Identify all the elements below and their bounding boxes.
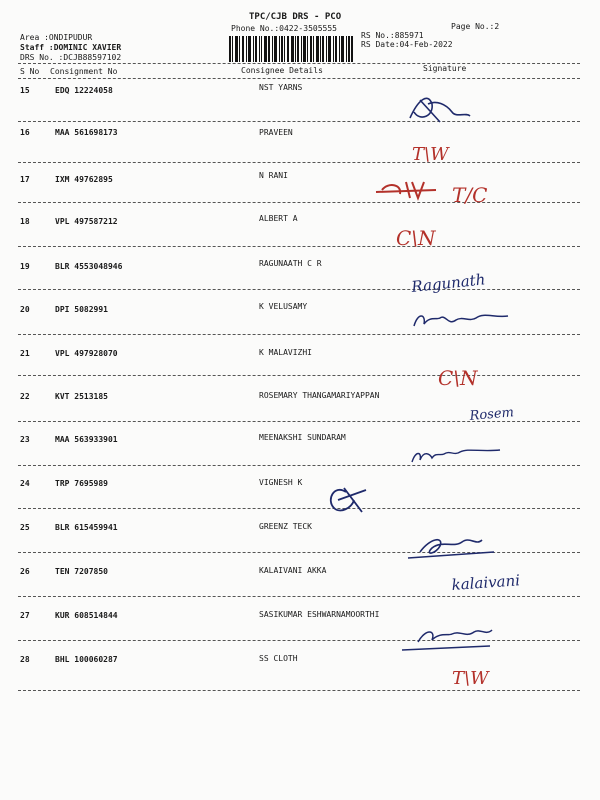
row-divider xyxy=(18,375,580,376)
row-sno: 16 xyxy=(20,128,30,137)
table-row xyxy=(0,433,600,444)
row-consignee: GREENZ TECK xyxy=(259,522,312,531)
row-consignment: DPI 5082991 xyxy=(55,305,108,314)
row-divider xyxy=(18,289,580,290)
row-consignee: K VELUSAMY xyxy=(259,302,308,311)
remark-row-17: T/C xyxy=(452,183,488,207)
header-rule-bottom xyxy=(18,78,580,79)
column-consignee: Consignee Details xyxy=(241,66,323,75)
row-consignee: SASIKUMAR ESHWARNAMOORTHI xyxy=(259,610,380,619)
signature-row-20 xyxy=(414,315,508,326)
row-divider xyxy=(18,465,580,466)
row-consignment: TEN 7207850 xyxy=(55,567,108,576)
remark-row-18: C\N xyxy=(396,226,436,250)
staff-label: Staff :DOMINIC XAVIER xyxy=(20,43,122,52)
row-divider xyxy=(18,596,580,597)
table-row xyxy=(0,302,600,314)
row-sno: 15 xyxy=(20,86,30,95)
signature-row-26: kalaivani xyxy=(451,571,521,594)
strike-line-row-17 xyxy=(376,190,436,192)
signature-row-15 xyxy=(410,98,470,122)
table-row xyxy=(0,259,600,271)
column-signature: Signature xyxy=(423,64,467,73)
row-consignee: PRAVEEN xyxy=(259,128,293,137)
row-consignee: KALAIVANI AKKA xyxy=(259,566,327,575)
remark-row-16: T\W xyxy=(412,144,449,165)
phone-number: Phone No.:0422-3505555 xyxy=(231,24,337,33)
row-sno: 27 xyxy=(20,611,30,620)
row-sno: 24 xyxy=(20,479,30,488)
row-consignment: VPL 497587212 xyxy=(55,217,118,226)
row-sno: 19 xyxy=(20,262,30,271)
row-consignment: KUR 608514844 xyxy=(55,611,118,620)
page-number: Page No.:2 xyxy=(451,22,500,31)
row-consignment: MAA 561698173 xyxy=(55,128,118,137)
row-divider xyxy=(18,334,580,335)
row-divider xyxy=(18,246,580,247)
row-divider xyxy=(18,121,580,122)
row-consignee: K MALAVIZHI xyxy=(259,348,312,357)
table-row xyxy=(0,83,600,95)
signature-row-25 xyxy=(408,540,494,558)
table-row xyxy=(0,610,600,620)
table-row xyxy=(0,478,600,488)
rs-number: RS No.:885971 xyxy=(361,31,424,40)
row-divider xyxy=(18,508,580,509)
row-sno: 21 xyxy=(20,349,30,358)
table-row xyxy=(0,654,600,664)
row-divider xyxy=(18,202,580,203)
row-sno: 17 xyxy=(20,175,30,184)
row-consignee: ROSEMARY THANGAMARIYAPPAN xyxy=(259,391,380,400)
row-consignment: BHL 100060287 xyxy=(55,655,118,664)
struck-mark-row-17 xyxy=(382,182,424,198)
rs-date: RS Date:04-Feb-2022 xyxy=(361,40,453,49)
row-consignment: BLR 4553048946 xyxy=(55,262,123,271)
table-row xyxy=(0,522,600,532)
row-consignee: N RANI xyxy=(259,171,288,180)
row-consignment: BLR 615459941 xyxy=(55,523,118,532)
area-label: Area :ONDIPUDUR xyxy=(20,33,93,42)
signature-row-22: Rosem xyxy=(469,405,515,424)
row-consignee: NST YARNS xyxy=(259,83,303,92)
table-row xyxy=(0,214,600,226)
row-consignee: VIGNESH K xyxy=(259,478,303,487)
row-sno: 18 xyxy=(20,217,30,226)
row-divider xyxy=(18,162,580,163)
row-consignee: ALBERT A xyxy=(259,214,298,223)
table-row xyxy=(0,348,600,358)
row-sno: 28 xyxy=(20,655,30,664)
row-consignment: TRP 7695989 xyxy=(55,479,108,488)
row-sno: 26 xyxy=(20,567,30,576)
drs-number: DRS No. :DCJB88597102 xyxy=(20,53,122,62)
header-rule-top xyxy=(18,63,580,64)
row-divider xyxy=(18,552,580,553)
row-sno: 25 xyxy=(20,523,30,532)
row-divider xyxy=(18,640,580,641)
table-row xyxy=(0,128,600,137)
remark-row-21: C\N xyxy=(438,366,478,390)
table-row xyxy=(0,171,600,184)
signature-row-19: Ragunath xyxy=(410,270,487,296)
column-consignment: Consignment No xyxy=(50,67,118,76)
row-consignee: MEENAKSHI SUNDARAM xyxy=(259,433,346,442)
row-sno: 22 xyxy=(20,392,30,401)
sheet-title: TPC/CJB DRS - PCO xyxy=(249,12,342,22)
row-consignment: VPL 497928070 xyxy=(55,349,118,358)
row-divider xyxy=(18,421,580,422)
signature-row-23 xyxy=(412,450,500,462)
column-sno: S No xyxy=(20,67,40,76)
row-divider xyxy=(18,690,580,691)
table-row xyxy=(0,566,600,576)
row-sno: 23 xyxy=(20,435,30,444)
remark-row-28: T\W xyxy=(452,668,489,689)
row-consignment: IXM 49762895 xyxy=(55,175,113,184)
row-sno: 20 xyxy=(20,305,30,314)
row-consignment: MAA 563933901 xyxy=(55,435,118,444)
barcode xyxy=(229,36,353,62)
row-consignment: KVT 2513185 xyxy=(55,392,108,401)
row-consignee: RAGUNAATH C R xyxy=(259,259,322,268)
row-consignee: SS CLOTH xyxy=(259,654,298,663)
row-consignment: EDQ 12224058 xyxy=(55,86,113,95)
table-row xyxy=(0,391,600,401)
